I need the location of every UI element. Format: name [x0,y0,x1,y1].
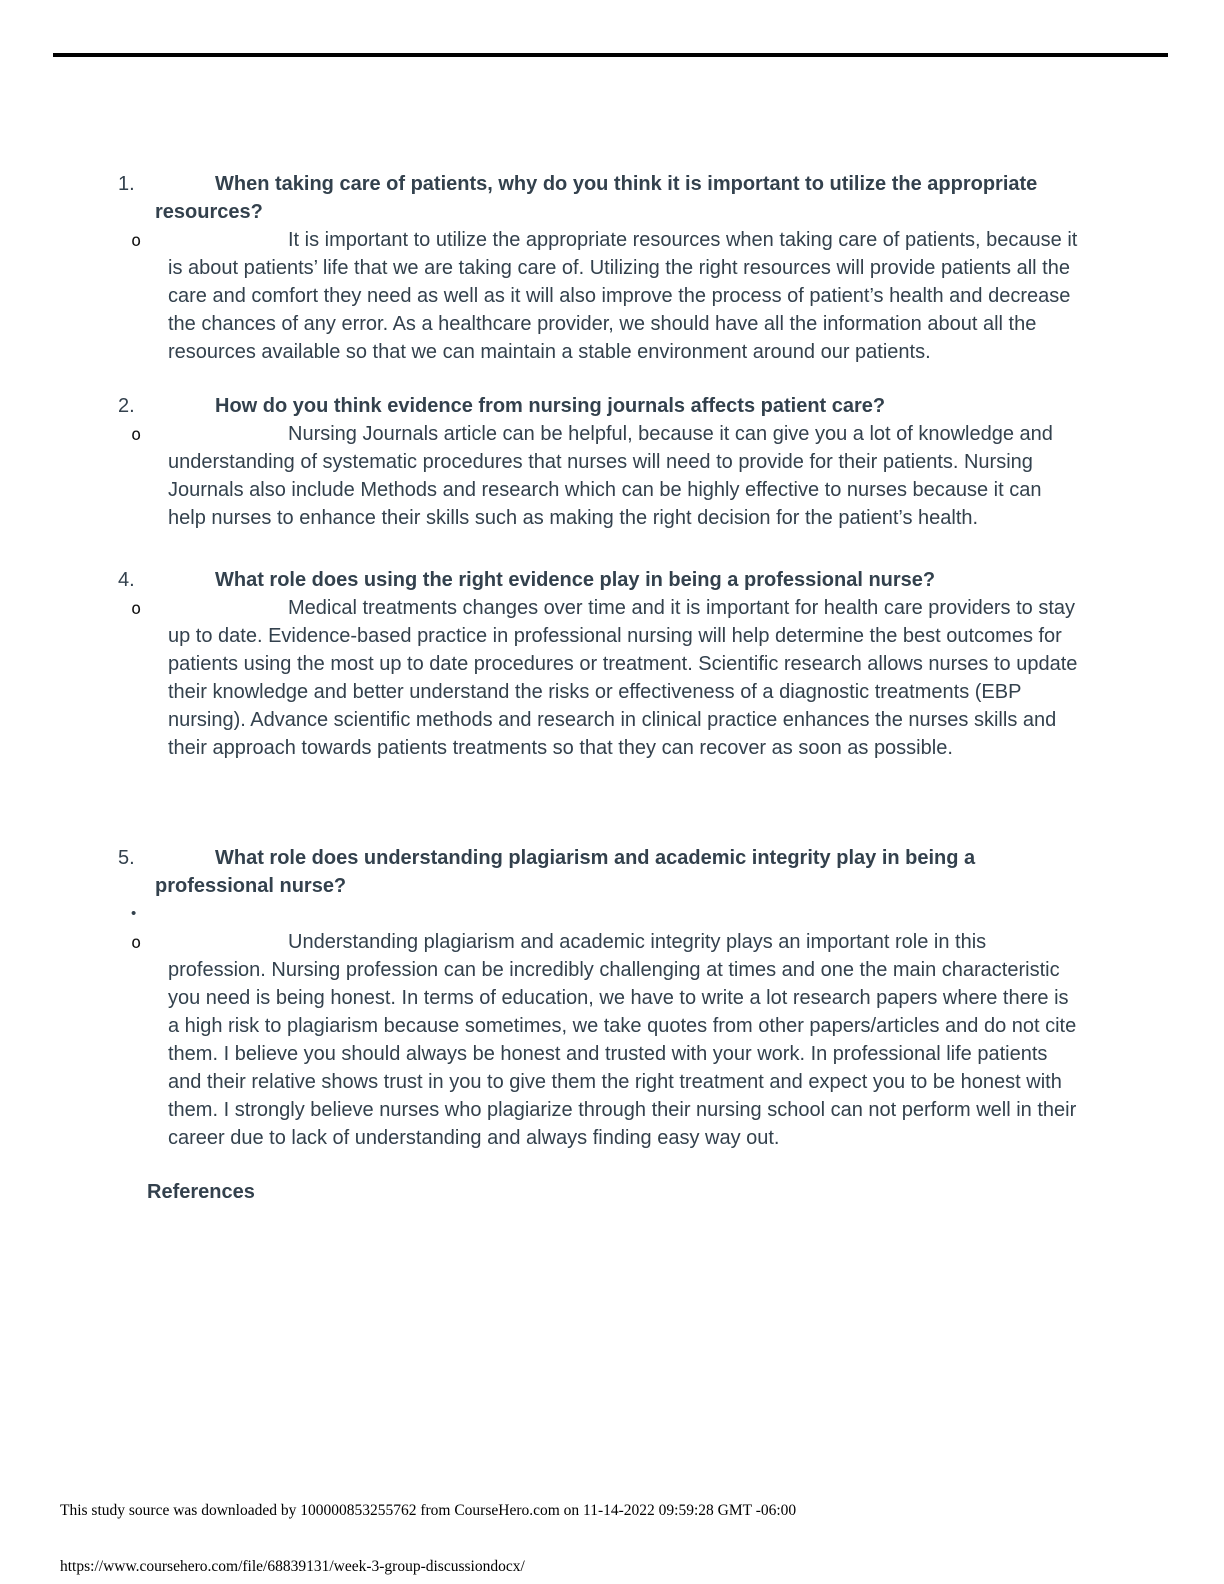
question-block-5 [100,844,1080,1152]
sub-list-marker: o [131,933,142,953]
answer-text: It is important to utilize the appropriate resources when taking care of patients, because it is about patients’ life that we are taking care of. Utilizing the right resources will provide patients all the care and comfort they need as well as it will also improve the process of patient’s health and decrease the chances of any error. As a healthcare provider, we should have all the information about all the resources available so that we can maintain a stable environment around our patients. [168,229,1078,363]
answer-text: Nursing Journals article can be helpful, because it can give you a lot of knowledge and understanding of systematic procedures that nurses will need to provide for their patients. Nursing Journals also include Methods and research which can be highly effective to nurses because it can help nurses to enhance their skills such as making the right decision for the patient’s health. [168,423,1053,529]
header-rule [53,53,1168,57]
list-number: 4. [118,569,135,591]
document-body [100,170,1080,1206]
sub-list-marker: o [131,425,142,445]
question-heading [100,844,1080,900]
question-block-1 [100,170,1080,366]
question-text: What role does understanding plagiarism and academic integrity play in being a professional nurse? [155,847,976,897]
bullet-icon: • [131,905,137,922]
footer-source-url: https://www.coursehero.com/file/68839131/week-3-group-discussiondocx/ [60,1558,525,1575]
list-number: 2. [118,395,135,417]
answer-paragraph [100,420,1080,532]
question-text: When taking care of patients, why do you think it is important to utilize the appropriate resources? [155,173,1038,223]
footer-download-note: This study source was downloaded by 100000853255762 from CourseHero.com on 11-14-2022 09:59:28 GMT -06:00 [60,1502,797,1519]
empty-bullet-item [100,900,1080,928]
references-heading: References [147,1181,255,1203]
answer-text: Medical treatments changes over time and it is important for health care providers to stay up to date. Evidence-based practice in professional nursing will help determine the best outcomes for patients using the most up to date procedures or treatment. Scientific research allows nurses to update their knowledge and better understand the risks or effectiveness of a diagnostic treatments (EBP nursing). Advance scientific methods and research in clinical practice enhances the nurses skills and their approach towards patients treatments so that they can recover as soon as possible. [168,597,1078,759]
answer-paragraph [100,928,1080,1152]
answer-text: Understanding plagiarism and academic integrity plays an important role in this profession. Nursing profession can be incredibly challenging at times and one the main characteristic you need is being honest. In terms of education, we have to write a lot research papers where there is a high risk to plagiarism because sometimes, we take quotes from other papers/articles and do not cite them. I believe you should always be honest and trusted with your work. In professional life patients and their relative shows trust in you to give them the right treatment and expect you to be honest with them. I strongly believe nurses who plagiarize through their nursing school can not perform well in their career due to lack of understanding and always finding easy way out. [168,931,1077,1149]
answer-paragraph [100,226,1080,366]
answer-paragraph [100,594,1080,762]
question-text: How do you think evidence from nursing journals affects patient care? [215,395,886,417]
list-number: 5. [118,847,135,869]
question-heading [100,566,1080,594]
question-block-2 [100,392,1080,532]
question-text: What role does using the right evidence play in being a professional nurse? [215,569,936,591]
question-heading [100,170,1080,226]
sub-list-marker: o [131,599,142,619]
sub-list-marker: o [131,231,142,251]
list-number: 1. [118,173,135,195]
question-heading [100,392,1080,420]
question-block-4 [100,566,1080,762]
